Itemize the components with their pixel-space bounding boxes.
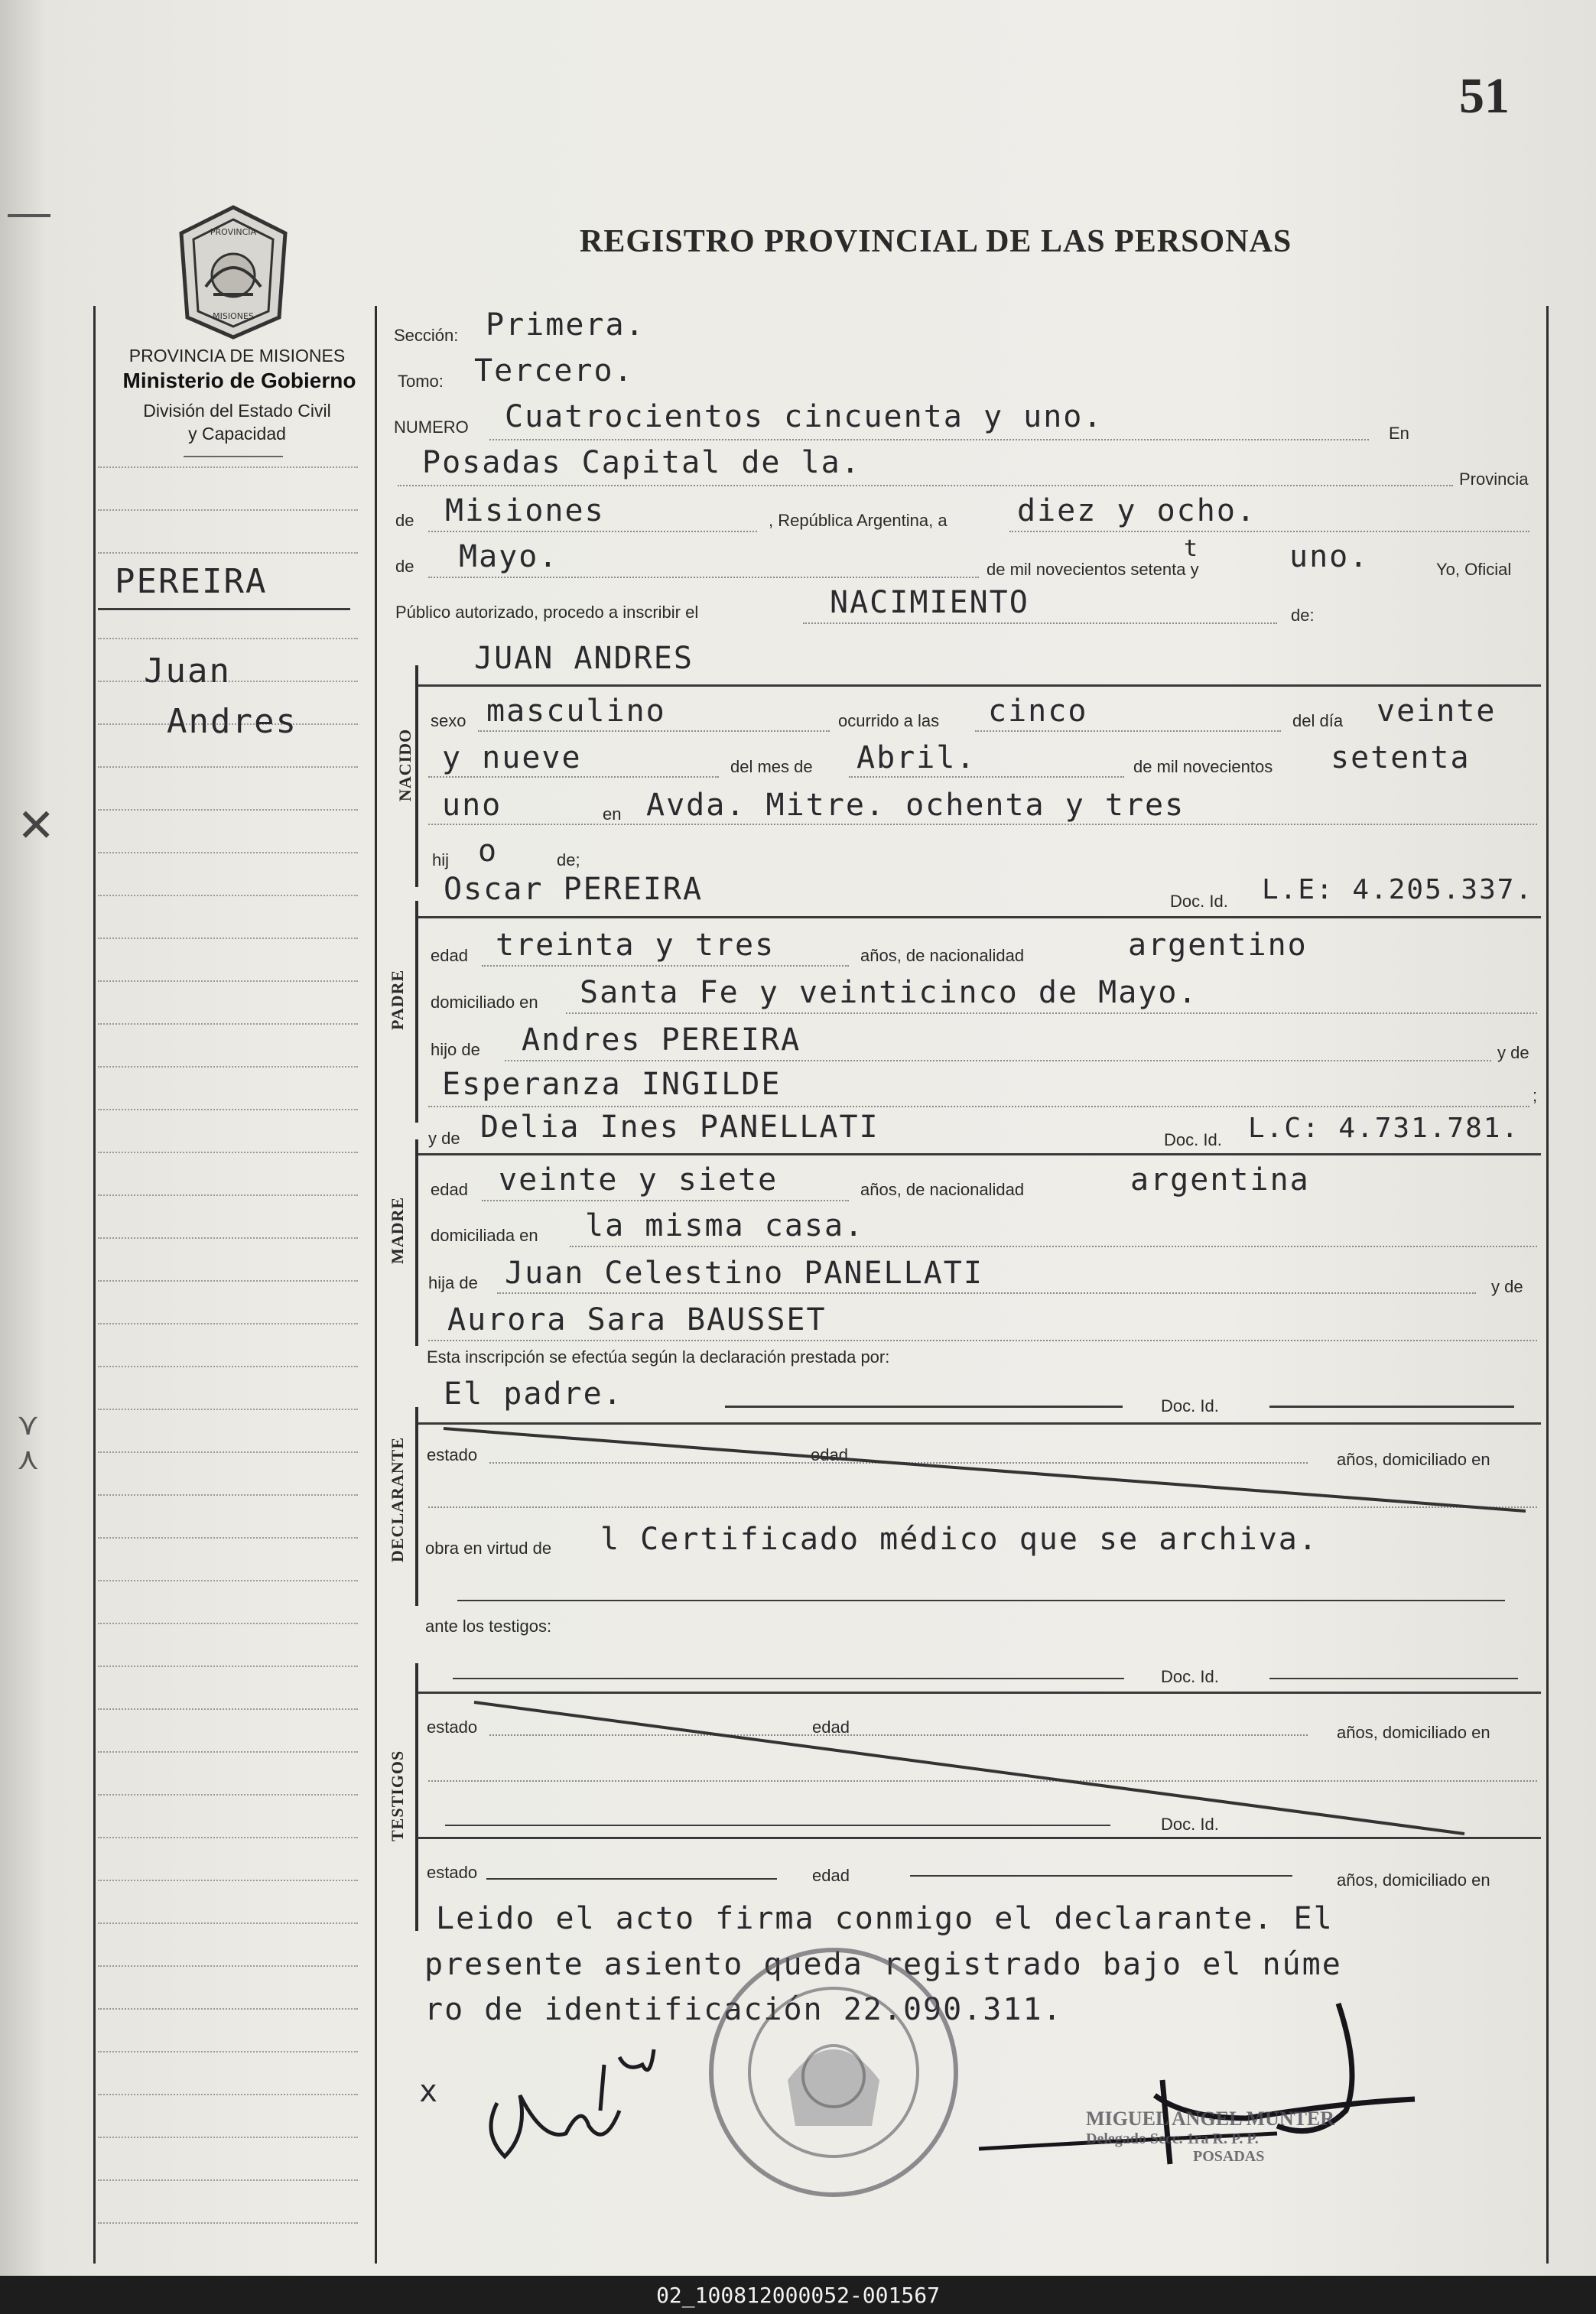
binder-mark: ⋎ (17, 1407, 40, 1442)
dia-value-2: y nueve (442, 740, 582, 775)
padre-y-de-label: y de (1497, 1043, 1529, 1062)
republica-label: , República Argentina, a (769, 511, 948, 530)
padre-name: Oscar PEREIRA (444, 872, 704, 907)
numero-label: NUMERO (394, 418, 469, 437)
padre-semicolon: ; (1533, 1086, 1538, 1105)
edad-label: edad (812, 1718, 850, 1737)
de-label: de (395, 511, 414, 530)
official-stamp-line-2: Delegado Secc. 1ra R. P. P. (1086, 2130, 1259, 2147)
testigos-doc-label-2: Doc. Id. (1161, 1815, 1219, 1834)
org-line-1: PROVINCIA DE MISIONES (128, 346, 346, 366)
publico-label: Público autorizado, procedo a inscribir el (395, 603, 699, 622)
estado-label: estado (427, 1863, 478, 1882)
official-stamp-line-1: MIGUEL ANGEL MUNTER (1086, 2108, 1335, 2130)
testigos-dom-label-2: años, domiciliado en (1337, 1870, 1490, 1890)
declarante-intro: Esta inscripción se efectúa según la declaración prestada por: (427, 1347, 890, 1367)
del-dia-label: del día (1292, 711, 1344, 730)
sidebar-given-name-2: Andres (167, 702, 297, 741)
hij-label: hij (432, 850, 450, 869)
binder-mark: ⋏ (17, 1441, 40, 1477)
ocurrido-label: ocurrido a las (838, 711, 940, 730)
month-value: Mayo. (459, 539, 559, 574)
de-colon-label: de: (1291, 606, 1315, 625)
anio-value-2: uno (442, 788, 502, 823)
hij-value: o (478, 834, 499, 869)
hijo-label: hijo de (431, 1040, 480, 1059)
org-line-3: División del Estado Civil (143, 401, 331, 421)
mil-label: de mil novecientos setenta y (987, 560, 1199, 579)
edad-label: edad (812, 1866, 850, 1885)
tomo-value: Tercero. (474, 353, 634, 388)
padre-doc-value: L.E: 4.205.337. (1262, 874, 1534, 905)
province-value: Misiones (445, 493, 605, 528)
padre-edad-value: treinta y tres (496, 928, 775, 963)
official-stamp-line-3: POSADAS (1193, 2148, 1265, 2165)
declarant-signature (474, 2019, 704, 2172)
page-number: 51 (1459, 68, 1510, 124)
padre-dom-value: Santa Fe y veinticinco de Mayo. (580, 975, 1198, 1010)
closing-line-1: Leido el acto firma conmigo el declarante. El (436, 1901, 1334, 1936)
padre-parent1-value: Andres PEREIRA (522, 1022, 801, 1058)
sidebar-surname: PEREIRA (115, 562, 268, 601)
padre-nac-label: años, de nacionalidad (860, 946, 1025, 965)
edad-label: edad (431, 1180, 468, 1199)
edad-label: edad (431, 946, 468, 965)
en-label: En (1389, 424, 1409, 443)
hija-label: hija de (428, 1273, 478, 1292)
year-value: uno. (1289, 539, 1370, 574)
padre-label: PADRE (388, 969, 407, 1030)
page-title: REGISTRO PROVINCIAL DE LAS PERSONAS (580, 224, 1292, 259)
declarante-doc-label: Doc. Id. (1161, 1396, 1219, 1415)
padre-parent2-value: Esperanza INGILDE (442, 1067, 782, 1102)
act-value: NACIMIENTO (830, 585, 1029, 620)
place-value: Posadas Capital de la. (422, 445, 861, 480)
svg-text:MISIONES: MISIONES (213, 311, 254, 321)
sexo-value: masculino (486, 694, 666, 729)
padre-doc-label: Doc. Id. (1170, 892, 1228, 911)
lugar-value: Avda. Mitre. ochenta y tres (646, 788, 1185, 823)
seccion-value: Primera. (486, 307, 645, 343)
setenta-overwrite: t (1184, 535, 1200, 562)
sidebar-given-name-1: Juan (144, 652, 231, 691)
testigos-label: TESTIGOS (388, 1750, 407, 1841)
tomo-label: Tomo: (398, 372, 444, 391)
numero-value: Cuatrocientos cincuenta y uno. (505, 399, 1104, 434)
day-value: diez y ocho. (1017, 493, 1256, 528)
de-label: de (395, 557, 414, 576)
madre-doc-label: Doc. Id. (1164, 1130, 1222, 1149)
madre-label: MADRE (388, 1196, 407, 1264)
svg-text:PROVINCIA: PROVINCIA (210, 227, 257, 237)
nacido-mil-label: de mil novecientos (1133, 757, 1273, 776)
obra-value: l Certificado médico que se archiva. (600, 1522, 1318, 1557)
madre-parent2-value: Aurora Sara BAUSSET (447, 1302, 827, 1337)
en-label: en (603, 804, 622, 824)
declarante-name: El padre. (444, 1376, 623, 1412)
testigos-doc-label-1: Doc. Id. (1161, 1667, 1219, 1686)
estado-label: estado (427, 1718, 478, 1737)
provincia-label: Provincia (1459, 470, 1529, 489)
yo-label: Yo, Oficial (1436, 560, 1512, 579)
dia-value-1: veinte (1377, 694, 1497, 729)
seccion-label: Sección: (394, 326, 459, 345)
ante-label: ante los testigos: (425, 1617, 552, 1636)
closing-line-3: ro de identificación 22.090.311. (424, 1992, 1063, 2027)
org-line-4: y Capacidad (188, 424, 286, 444)
madre-y-de-label: y de (428, 1129, 460, 1148)
declarante-dom-label: años, domiciliado en (1337, 1450, 1490, 1469)
mes-value: Abril. (857, 740, 977, 775)
estado-label: estado (427, 1445, 478, 1464)
madre-doc-value: L.C: 4.731.781. (1248, 1113, 1520, 1144)
nacido-label: NACIDO (395, 728, 414, 801)
edad-label: edad (811, 1445, 848, 1464)
official-round-stamp (704, 1942, 964, 2202)
binder-mark: ✕ (17, 799, 56, 853)
org-line-2: Ministerio de Gobierno (122, 369, 356, 392)
nacido-name: JUAN ANDRES (474, 641, 694, 676)
madre-dom-value: la misma casa. (585, 1208, 865, 1243)
closing-line-2: presente asiento queda registrado bajo el núme (424, 1947, 1342, 1982)
de-label: de; (557, 850, 580, 869)
madre-nac-value: argentina (1130, 1162, 1310, 1198)
padre-dom-label: domiciliado en (431, 993, 538, 1012)
signature-x-mark: x (419, 2074, 440, 2109)
hora-value: cinco (988, 694, 1088, 729)
madre-nac-label: años, de nacionalidad (860, 1180, 1025, 1199)
padre-nac-value: argentino (1128, 928, 1308, 963)
anio-value-1: setenta (1331, 740, 1471, 775)
madre-edad-value: veinte y siete (499, 1162, 778, 1198)
declarante-label: DECLARANTE (388, 1436, 407, 1562)
madre-name: Delia Ines PANELLATI (480, 1110, 879, 1145)
testigos-dom-label-1: años, domiciliado en (1337, 1723, 1490, 1742)
obra-label: obra en virtud de (425, 1539, 552, 1558)
madre-parent1-value: Juan Celestino PANELLATI (505, 1256, 983, 1291)
madre-dom-label: domiciliada en (431, 1226, 538, 1245)
madre-y-de-label-2: y de (1491, 1277, 1523, 1296)
footer-id: 02_100812000052-001567 (656, 2283, 940, 2308)
del-mes-label: del mes de (730, 757, 813, 776)
sexo-label: sexo (431, 711, 466, 730)
official-name-stamp (1086, 2108, 1334, 2166)
